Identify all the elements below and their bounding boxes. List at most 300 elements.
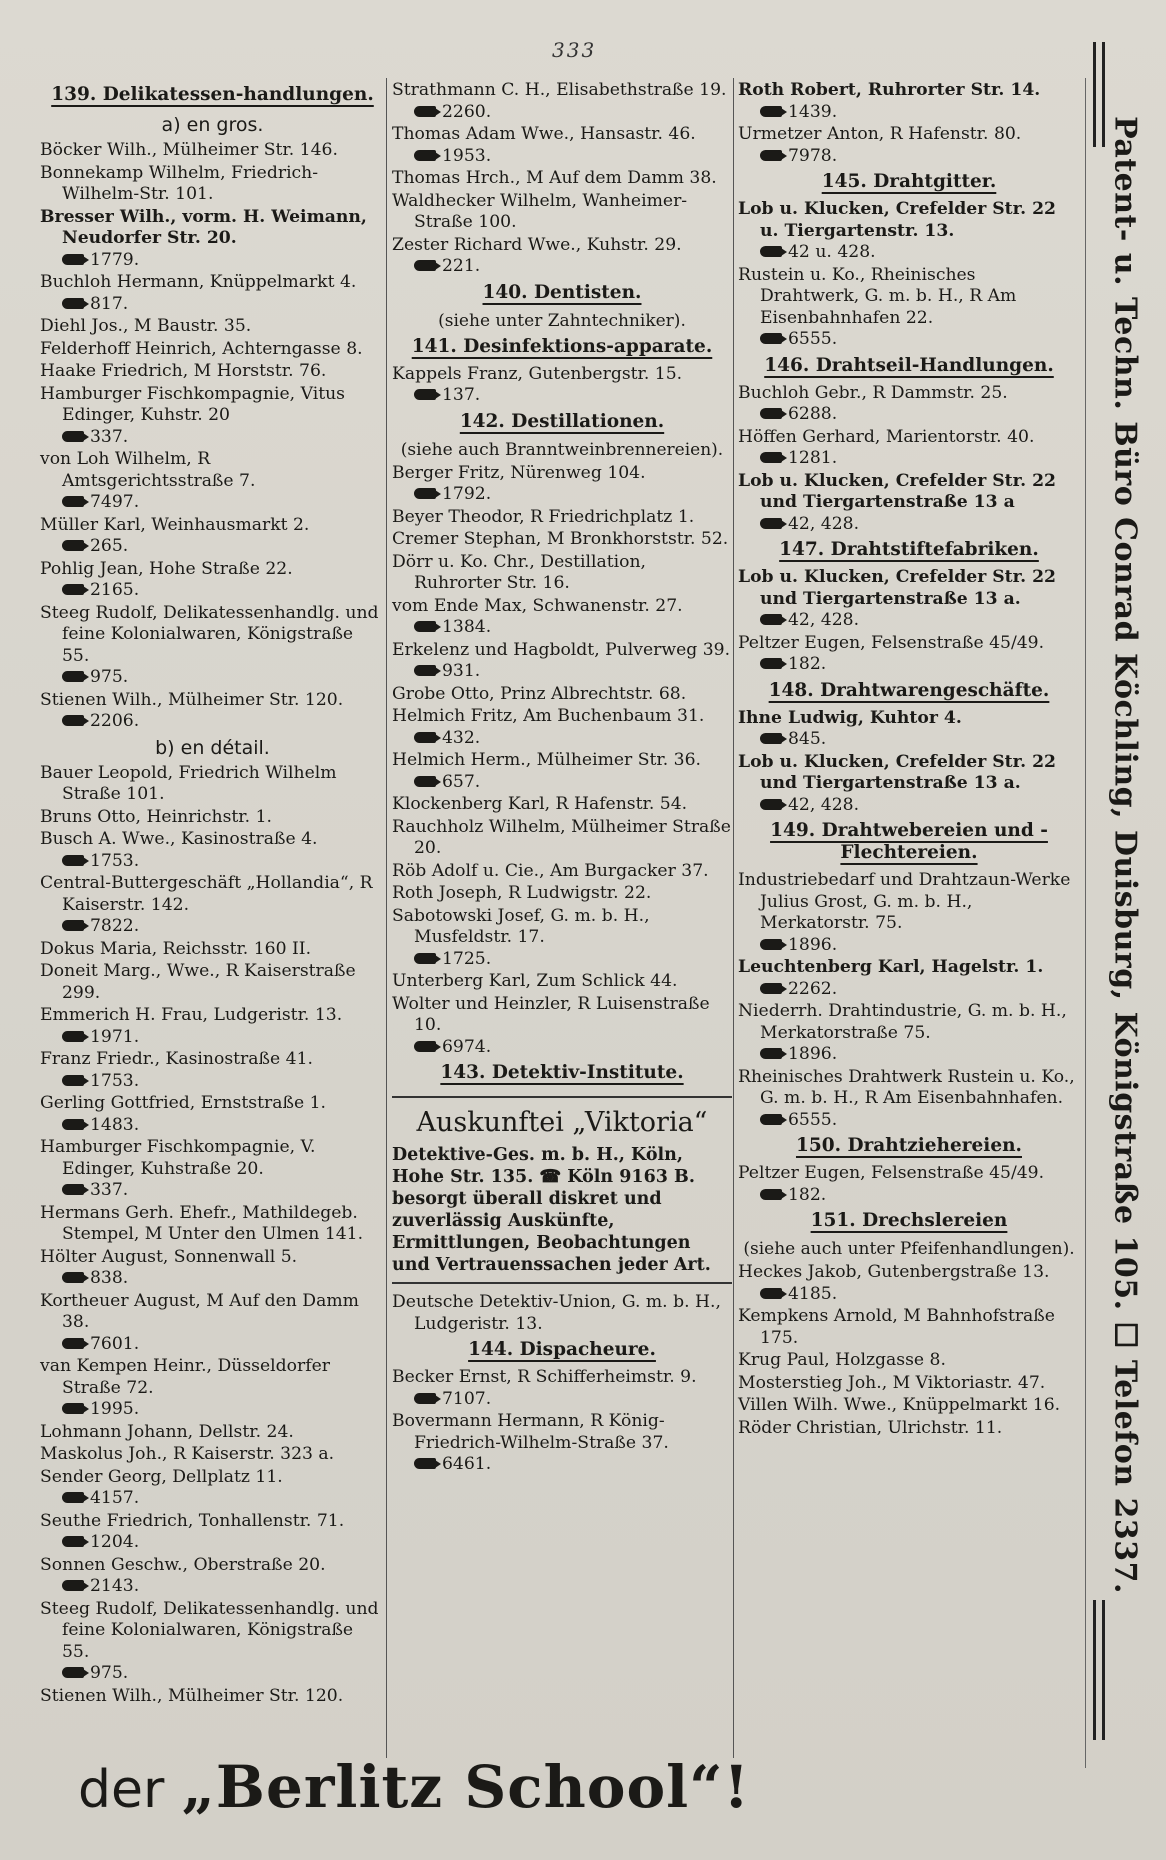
entry-text: Peltzer Eugen, Felsenstraße 45/49. (738, 632, 1045, 653)
directory-entry (40, 1247, 385, 1290)
phone-number: 1439. (788, 101, 838, 122)
section-heading (738, 539, 1080, 561)
section-heading-text: 143. Detektiv-Institute. (440, 1062, 684, 1083)
phone-number: 2165. (90, 580, 140, 600)
phone-number: 1753. (90, 850, 140, 871)
entry-text: Rustein u. Ko., Rheinisches Drahtwerk, G. m. b. H., R Am Eisenbahnhafen 22. (738, 264, 1017, 328)
phone-number: 7497. (90, 492, 140, 512)
entry-text: Kortheuer August, M Auf den Damm 38. (40, 1290, 359, 1332)
entry-phone (760, 102, 1080, 124)
entry-text: Rheinisches Drahtwerk Rustein u. Ko., G. m. b. H., R Am Eisenbahnhafen. (738, 1066, 1075, 1108)
entry-text: Emmerich H. Frau, Ludgeristr. 13. (40, 1005, 343, 1025)
directory-entry (738, 1306, 1080, 1349)
directory-entry (40, 1444, 385, 1466)
telephone-icon (62, 1536, 84, 1547)
entry-phone (760, 729, 1080, 751)
directory-entry (392, 971, 732, 993)
bottom-ad-brand: „Berlitz School“! (181, 1753, 750, 1821)
entry-phone (760, 448, 1080, 470)
phone-number: 137. (442, 385, 481, 405)
directory-entry (738, 80, 1080, 123)
entry-text: Dokus Maria, Reichsstr. 160 II. (40, 938, 312, 959)
phone-number: 6555. (788, 1109, 838, 1130)
telephone-icon (62, 855, 84, 866)
phone-number: 7978. (788, 145, 838, 166)
entry-text: Bonnekamp Wilhelm, Friedrich-Wilhelm-Str. 101. (40, 162, 319, 204)
cross-reference-note: (siehe auch Branntweinbrennereien). (400, 439, 724, 460)
telephone-icon (62, 1075, 84, 1086)
directory-entry (40, 829, 385, 872)
telephone-icon (760, 246, 782, 257)
phone-number: 2260. (442, 101, 492, 122)
entry-phone (62, 492, 385, 514)
directory-entry (738, 567, 1080, 632)
directory-entry (392, 750, 732, 793)
entry-phone (414, 949, 732, 971)
telephone-icon (62, 1031, 84, 1042)
subsection-heading: a) en gros. (161, 114, 264, 136)
entry-text: Bovermann Hermann, R König-Friedrich-Wilhelm-Straße 37. (392, 1411, 669, 1453)
entry-phone (62, 580, 385, 602)
column-2 (392, 80, 732, 1477)
directory-entry (738, 199, 1080, 264)
entry-phone (62, 1027, 385, 1049)
telephone-icon (62, 1492, 84, 1503)
entry-text: Leuchtenberg Karl, Hagelstr. 1. (738, 957, 1044, 977)
directory-entry (392, 235, 732, 278)
entry-text: Müller Karl, Weinhausmarkt 2. (40, 514, 310, 535)
phone-number: 42, 428. (788, 513, 860, 534)
entry-text: Niederrh. Drahtindustrie, G. m. b. H., Merkatorstraße 75. (738, 1001, 1067, 1043)
directory-entry (738, 383, 1080, 426)
directory-entry (40, 449, 385, 514)
phone-number: 42 u. 428. (788, 242, 876, 262)
section-heading-text: 144. Dispacheure. (468, 1339, 656, 1360)
entry-text: Dörr u. Ko. Chr., Destillation, Ruhrorter Str. 16. (392, 551, 647, 593)
directory-entry (392, 883, 732, 905)
directory-entry (392, 861, 732, 883)
entry-text: Röb Adolf u. Cie., Am Burgacker 37. (392, 860, 709, 881)
entry-phone (62, 1115, 385, 1137)
telephone-icon (62, 431, 84, 442)
directory-entry (738, 633, 1080, 676)
phone-number: 1483. (90, 1114, 140, 1135)
directory-entry (40, 207, 385, 272)
entry-phone (760, 242, 1080, 264)
phone-number: 975. (90, 667, 129, 687)
entry-text: vom Ende Max, Schwanenstr. 27. (392, 595, 683, 616)
ad-text: Detektive-Ges. m. b. H., Köln, Hohe Str. 135. ☎ Köln 9163 B. besorgt überall diskret und zuverlässig Auskünfte, Ermittlungen, Beobachtungen und Vertrauenssachen jeder Art. (392, 1145, 711, 1275)
entry-phone (760, 514, 1080, 536)
entry-text: Grobe Otto, Prinz Albrechtstr. 68. (392, 683, 687, 704)
directory-entry (40, 559, 385, 602)
phone-number: 6555. (788, 329, 838, 349)
telephone-icon (62, 1184, 84, 1195)
sidebar-advertisement (1100, 116, 1150, 1594)
entry-text: Kempkens Arnold, M Bahnhofstraße 175. (738, 1306, 1055, 1348)
telephone-icon (760, 452, 782, 463)
directory-entry (40, 807, 385, 829)
phone-number: 1896. (788, 934, 838, 955)
entry-phone (62, 1532, 385, 1554)
directory-entry (738, 870, 1080, 956)
entry-text: Roth Joseph, R Ludwigstr. 22. (392, 883, 652, 903)
entry-text: Diehl Jos., M Baustr. 35. (40, 316, 252, 336)
entry-text: Hamburger Fischkompagnie, Vitus Edinger, Kuhstr. 20 (40, 383, 345, 425)
directory-entry (40, 1137, 385, 1202)
telephone-icon (62, 1338, 84, 1349)
directory-entry (392, 364, 732, 407)
ad-title: Auskunftei „Viktoria“ (416, 1107, 708, 1138)
directory-entry (738, 708, 1080, 751)
entry-phone (62, 851, 385, 873)
phone-number: 7822. (90, 916, 140, 936)
section-heading-text: 140. Dentisten. (482, 281, 642, 303)
entry-phone (62, 1180, 385, 1202)
directory-entry (392, 906, 732, 971)
telephone-icon (62, 1580, 84, 1591)
entry-phone (414, 1037, 732, 1059)
section-heading (392, 1339, 732, 1361)
entry-phone (62, 1399, 385, 1421)
phone-number: 1779. (90, 249, 140, 270)
telephone-icon (760, 150, 782, 161)
phone-number: 2143. (90, 1576, 140, 1596)
directory-entry (738, 1350, 1080, 1372)
section-heading-text: 148. Drahtwarengeschäfte. (768, 679, 1050, 701)
page-number: 333 (552, 38, 597, 62)
phone-number: 42, 428. (788, 794, 860, 815)
telephone-icon (62, 496, 84, 507)
entry-phone (62, 427, 385, 449)
entry-text: Busch A. Wwe., Kasinostraße 4. (40, 829, 318, 849)
entry-text: Cremer Stephan, M Bronkhorststr. 52. (392, 529, 729, 549)
entry-phone (414, 484, 732, 506)
telephone-icon (760, 518, 782, 529)
entry-text: Erkelenz und Hagboldt, Pulverweg 39. (392, 639, 731, 660)
entry-text: Helmich Fritz, Am Buchenbaum 31. (392, 706, 705, 726)
directory-entry (40, 1686, 385, 1708)
telephone-icon (760, 614, 782, 625)
entry-text: Bresser Wilh., vorm. H. Weimann, Neudorfer Str. 20. (40, 206, 367, 248)
directory-entry (392, 817, 732, 860)
phone-number: 1281. (788, 448, 838, 468)
directory-entry (738, 1373, 1080, 1395)
directory-entry (40, 603, 385, 689)
entry-text: Maskolus Joh., R Kaiserstr. 323 a. (40, 1444, 335, 1464)
bottom-advertisement (78, 1755, 750, 1822)
telephone-icon (62, 671, 84, 682)
directory-entry (392, 191, 732, 234)
phone-number: 1792. (442, 484, 492, 504)
entry-text: Waldhecker Wilhelm, Wanheimer-Straße 100. (392, 190, 688, 232)
sidebar-rule-top (1093, 42, 1105, 147)
telephone-icon (62, 540, 84, 551)
entry-text: Pohlig Jean, Hohe Straße 22. (40, 558, 293, 579)
section-heading (392, 336, 732, 358)
entry-text: Hermans Gerh. Ehefr., Mathildegeb. Stempel, M Unter den Ulmen 141. (40, 1202, 364, 1244)
section-heading (392, 1062, 732, 1084)
phone-number: 265. (90, 536, 129, 556)
entry-text: Bruns Otto, Heinrichstr. 1. (40, 806, 272, 827)
telephone-icon (760, 733, 782, 744)
entry-phone (62, 1576, 385, 1598)
directory-entry (40, 961, 385, 1004)
directory-entry (392, 1367, 732, 1410)
phone-number: 1971. (90, 1026, 140, 1047)
telephone-icon (760, 408, 782, 419)
bottom-ad-lead: der (78, 1760, 165, 1820)
entry-text: Felderhoff Heinrich, Achterngasse 8. (40, 338, 363, 359)
phone-number: 6974. (442, 1036, 492, 1057)
entry-phone (760, 329, 1080, 351)
directory-entry (392, 124, 732, 167)
phone-number: 337. (90, 426, 129, 447)
directory-entry (40, 1511, 385, 1554)
entry-text: Steeg Rudolf, Delikatessenhandlg. und feine Kolonialwaren, Königstraße 55. (40, 1598, 379, 1662)
entry-phone (760, 979, 1080, 1001)
directory-entry (738, 1262, 1080, 1305)
section-heading (738, 1210, 1080, 1232)
phone-number: 42, 428. (788, 610, 860, 630)
directory-entry (40, 939, 385, 961)
entry-text: Steeg Rudolf, Delikatessenhandlg. und feine Kolonialwaren, Königstraße 55. (40, 602, 379, 666)
entry-text: Wolter und Heinzler, R Luisenstraße 10. (392, 993, 710, 1035)
section-heading (392, 282, 732, 304)
directory-entry (392, 80, 732, 123)
directory-entry (738, 427, 1080, 470)
telephone-icon (760, 939, 782, 950)
entry-text: Sabotowski Josef, G. m. b. H., Musfeldstr. 17. (392, 905, 650, 947)
entry-phone (414, 617, 732, 639)
phone-number: 7107. (442, 1388, 492, 1409)
entry-phone (760, 610, 1080, 632)
directory-entry (40, 1005, 385, 1048)
phone-number: 838. (90, 1268, 129, 1288)
column-divider-2 (733, 78, 734, 1758)
entry-phone (414, 728, 732, 750)
directory-entry (738, 265, 1080, 351)
entry-phone (62, 1071, 385, 1093)
entry-phone (760, 1185, 1080, 1207)
phone-number: 1896. (788, 1044, 838, 1064)
entry-text: Industriebedarf und Drahtzaun-Werke Julius Grost, G. m. b. H., Merkatorstr. 75. (738, 870, 1071, 933)
directory-entry (738, 752, 1080, 817)
telephone-icon (414, 488, 436, 499)
directory-entry (392, 1411, 732, 1476)
directory-entry (40, 1203, 385, 1246)
entry-text: Gerling Gottfried, Ernststraße 1. (40, 1093, 326, 1113)
entry-text: Beyer Theodor, R Friedrichplatz 1. (392, 506, 695, 527)
section-heading (738, 171, 1080, 193)
phone-number: 182. (788, 1184, 827, 1205)
entry-text: Haake Friedrich, M Horststr. 76. (40, 361, 327, 381)
directory-entry (40, 1599, 385, 1685)
telephone-icon (62, 1119, 84, 1130)
telephone-icon (414, 150, 436, 161)
entry-text: Rauchholz Wilhelm, Mülheimer Straße 20. (392, 816, 731, 858)
directory-entry (40, 272, 385, 315)
entry-phone (760, 795, 1080, 817)
entry-phone (414, 256, 732, 278)
entry-phone (760, 935, 1080, 957)
phone-number: 2262. (788, 978, 838, 999)
telephone-icon (414, 1393, 436, 1404)
directory-entry (40, 140, 385, 162)
telephone-icon (760, 1114, 782, 1125)
entry-text: Seuthe Friedrich, Tonhallenstr. 71. (40, 1510, 345, 1531)
phone-number: 817. (90, 293, 129, 314)
directory-entry (738, 124, 1080, 167)
entry-text: Höffen Gerhard, Marientorstr. 40. (738, 426, 1035, 447)
entry-text: Stienen Wilh., Mülheimer Str. 120. (40, 1685, 344, 1706)
phone-number: 4157. (90, 1488, 140, 1508)
entry-text: Lob u. Klucken, Crefelder Str. 22 und Tiergartenstraße 13 a. (738, 751, 1056, 793)
entry-phone (760, 1110, 1080, 1132)
directory-entry (392, 507, 732, 529)
directory-entry (738, 1163, 1080, 1206)
phone-number: 1995. (90, 1399, 140, 1419)
phone-number: 1725. (442, 948, 492, 969)
subsection-heading: b) en détail. (155, 736, 270, 759)
telephone-icon (414, 389, 436, 400)
entry-phone (62, 916, 385, 938)
directory-entry (40, 763, 385, 806)
entry-phone (760, 1284, 1080, 1306)
directory-entry (40, 384, 385, 449)
telephone-icon (414, 106, 436, 117)
section-heading-text: 145. Drahtgitter. (821, 171, 997, 192)
column-3 (738, 80, 1080, 1440)
phone-number: 931. (442, 661, 481, 681)
entry-phone (62, 1334, 385, 1356)
phone-number: 182. (788, 654, 827, 674)
entry-text: Hamburger Fischkompagnie, V. Edinger, Kuhstraße 20. (40, 1137, 316, 1179)
directory-entry (40, 339, 385, 361)
entry-phone (414, 385, 732, 407)
directory-entry (392, 529, 732, 551)
entry-text: Klockenberg Karl, R Hafenstr. 54. (392, 794, 688, 814)
telephone-icon (760, 106, 782, 117)
entry-text: Roth Robert, Ruhrorter Str. 14. (738, 80, 1041, 100)
entry-text: Lob u. Klucken, Crefelder Str. 22 u. Tiergartenstr. 13. (738, 199, 1056, 241)
directory-entry (738, 471, 1080, 536)
section-heading-text: 147. Drahtstiftefabriken. (779, 539, 1039, 560)
telephone-icon (414, 621, 436, 632)
phone-number: 657. (442, 771, 481, 792)
entry-phone (414, 661, 732, 683)
entry-text: Krug Paul, Holzgasse 8. (738, 1350, 946, 1370)
directory-entry (392, 794, 732, 816)
directory-entry (40, 873, 385, 938)
entry-text: Hölter August, Sonnenwall 5. (40, 1246, 298, 1267)
entry-text: Peltzer Eugen, Felsenstraße 45/49. (738, 1163, 1045, 1183)
entry-phone (414, 146, 732, 168)
entry-text: Lob u. Klucken, Crefelder Str. 22 und Tiergartenstraße 13 a (738, 470, 1056, 512)
column-divider-1 (386, 78, 387, 1758)
section-heading (738, 680, 1080, 702)
phone-number: 6288. (788, 404, 838, 424)
entry-phone (62, 1268, 385, 1290)
entry-text: Franz Friedr., Kasinostraße 41. (40, 1049, 313, 1069)
phone-number: 6461. (442, 1454, 492, 1474)
directory-entry (392, 168, 732, 190)
entry-text: Stienen Wilh., Mülheimer Str. 120. (40, 689, 344, 710)
directory-entry (40, 1356, 385, 1421)
directory-entry (40, 1291, 385, 1356)
telephone-icon (760, 799, 782, 810)
entry-text: Urmetzer Anton, R Hafenstr. 80. (738, 124, 1022, 144)
entry-phone (414, 772, 732, 794)
directory-entry (392, 552, 732, 595)
entry-text: Becker Ernst, R Schifferheimstr. 9. (392, 1367, 697, 1387)
entry-phone (414, 1389, 732, 1411)
telephone-icon (62, 1403, 84, 1414)
telephone-icon (414, 776, 436, 787)
section-heading-text: 150. Drahtziehereien. (795, 1135, 1022, 1156)
directory-entry (40, 361, 385, 383)
telephone-icon (414, 1458, 436, 1469)
entry-text: von Loh Wilhelm, R Amtsgerichtsstraße 7. (40, 449, 256, 491)
phone-number: 432. (442, 727, 481, 748)
cross-reference-note: (siehe auch unter Pfeifenhandlungen). (743, 1239, 1075, 1259)
directory-entry (392, 994, 732, 1059)
phone-number: 1753. (90, 1070, 140, 1091)
directory-entry (738, 1418, 1080, 1440)
section-heading-text: 149. Drahtwebereien und -Flechtereien. (770, 820, 1048, 863)
phone-number: 1953. (442, 145, 492, 166)
directory-entry (392, 596, 732, 639)
entry-phone (62, 1663, 385, 1685)
telephone-icon (62, 1667, 84, 1678)
directory-entry (392, 640, 732, 683)
section-heading-text: 142. Destillationen. (459, 410, 665, 432)
directory-entry (40, 1422, 385, 1444)
entry-phone (62, 1488, 385, 1510)
entry-text: Sender Georg, Dellplatz 11. (40, 1466, 283, 1487)
telephone-icon (760, 1288, 782, 1299)
telephone-icon (414, 665, 436, 676)
entry-text: Böcker Wilh., Mülheimer Str. 146. (40, 140, 338, 160)
directory-entry (392, 684, 732, 706)
entry-text: Lohmann Johann, Dellstr. 24. (40, 1421, 294, 1442)
phone-number: 337. (90, 1180, 129, 1200)
entry-text: Sonnen Geschw., Oberstraße 20. (40, 1554, 326, 1575)
section-heading (738, 1135, 1080, 1157)
right-border-line (1085, 78, 1086, 1768)
directory-entry (738, 957, 1080, 1000)
phone-number: 1204. (90, 1532, 140, 1552)
directory-entry (392, 706, 732, 749)
directory-entry (40, 1049, 385, 1092)
entry-text: Deutsche Detektiv-Union, G. m. b. H., Ludgeristr. 13. (392, 1292, 721, 1334)
sidebar-ad-text: Patent- u. Techn. Büro Conrad Köchling, Duisburg, Königstraße 105. ☐ Telefon 2337. (1107, 116, 1143, 1594)
section-heading-text: 146. Drahtseil-Handlungen. (764, 354, 1054, 376)
phone-number: 845. (788, 729, 827, 749)
detective-agency-ad (392, 1096, 732, 1284)
directory-entry (40, 163, 385, 206)
section-heading-text: 139. Delikatessen-handlungen. (51, 84, 374, 105)
telephone-icon (760, 1048, 782, 1059)
entry-text: Berger Fritz, Nürenweg 104. (392, 462, 646, 483)
entry-text: Thomas Hrch., M Auf dem Damm 38. (392, 168, 717, 188)
entry-phone (62, 294, 385, 316)
telephone-icon (414, 732, 436, 743)
entry-text: Röder Christian, Ulrichstr. 11. (738, 1417, 1003, 1438)
directory-entry (392, 463, 732, 506)
directory-entry (40, 1093, 385, 1136)
directory-entry (392, 1292, 732, 1335)
